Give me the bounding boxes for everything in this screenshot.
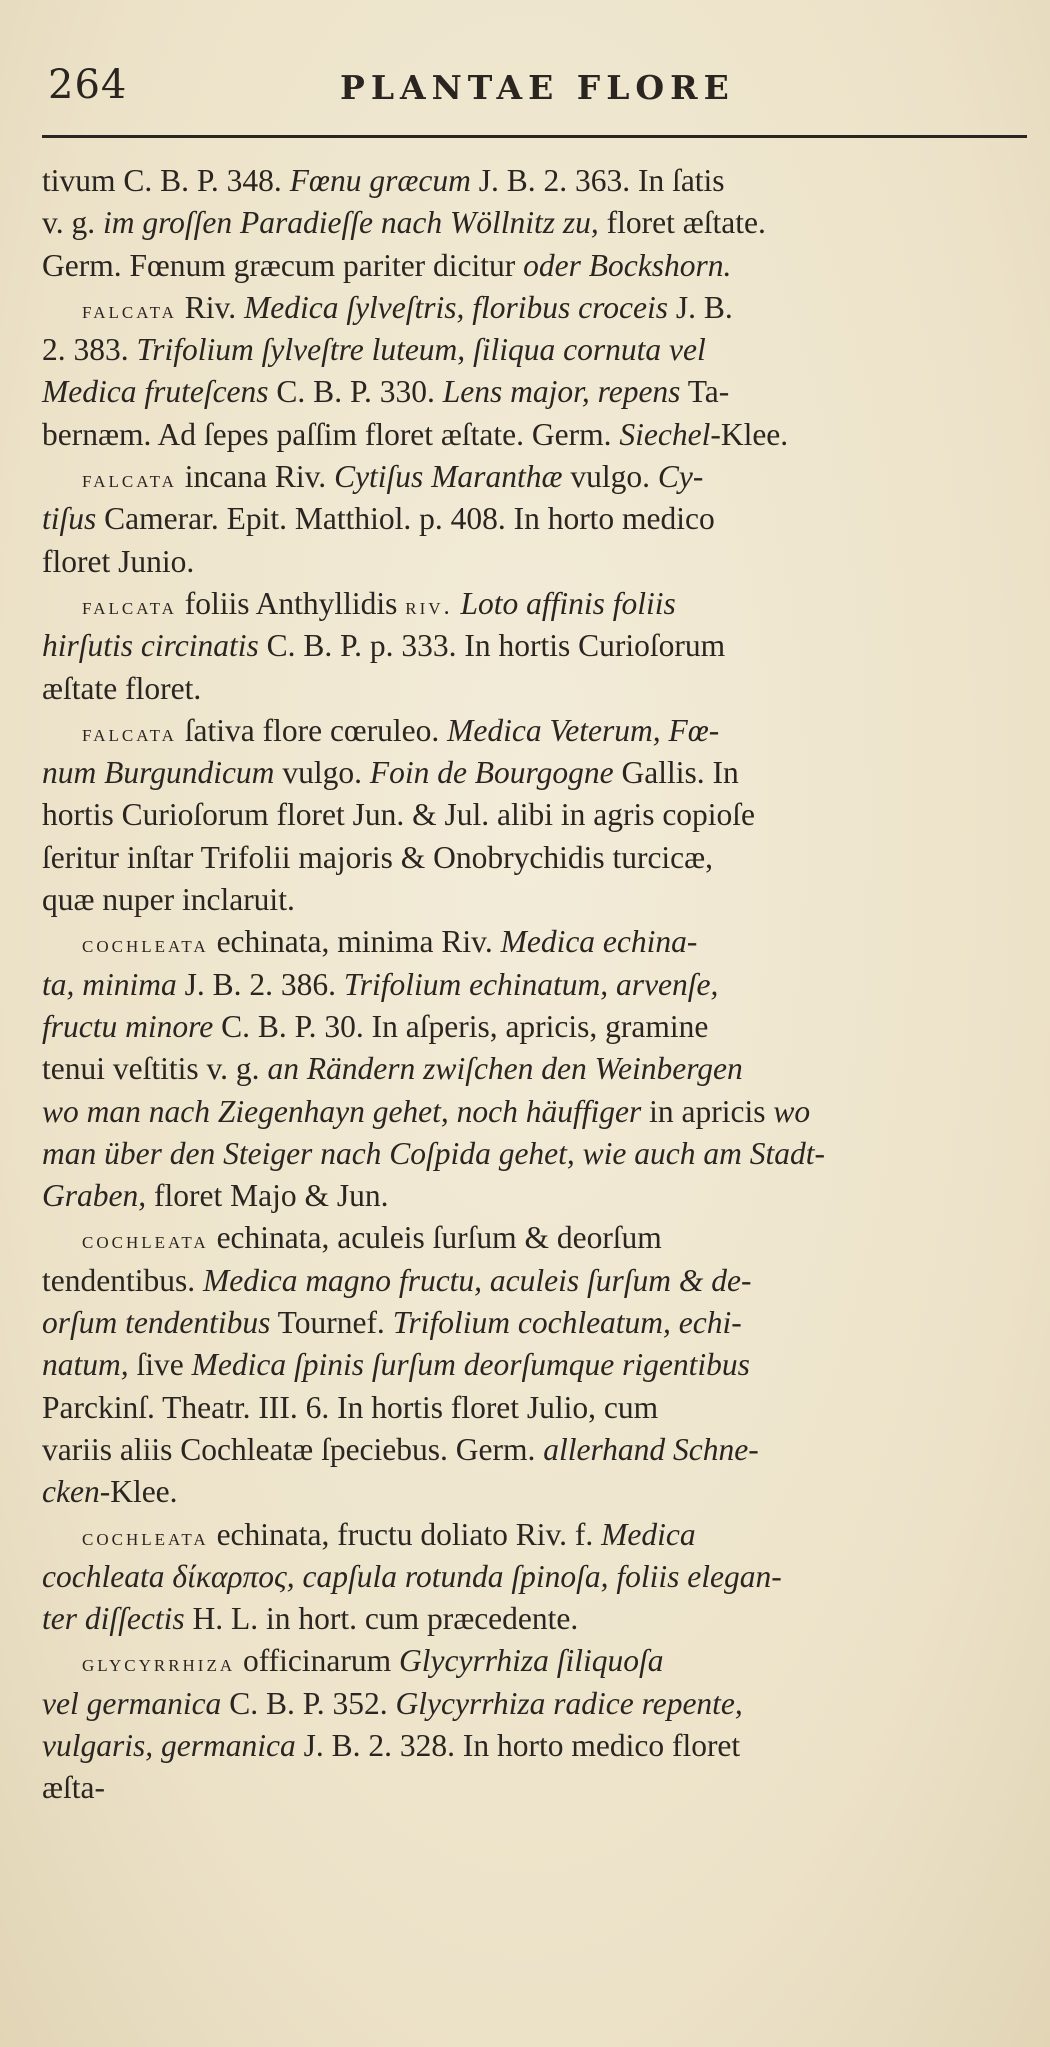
entry-paragraph (42, 1640, 1032, 1809)
text-line (42, 541, 1032, 583)
text-line (42, 287, 1032, 329)
text-span: officinarum (235, 1643, 400, 1679)
text-span: quæ nuper inclaruit. (42, 882, 295, 918)
italic-text: vulgaris, germanica (42, 1727, 296, 1763)
text-span: J. B. 2. 386. (176, 966, 344, 1002)
italic-text: Medica ſpinis ſurſum deorſumque rigentibus (191, 1347, 750, 1383)
text-span: æſta- (42, 1770, 105, 1806)
text-line (42, 1344, 1032, 1386)
italic-text: natum, (42, 1347, 129, 1383)
italic-text: cochleata δίκαρπος, capſula rotunda ſpinoſa, foliis elegan- (42, 1558, 782, 1594)
text-span: -Klee. (710, 416, 789, 452)
text-line (42, 1598, 1032, 1640)
italic-text: Fœnu græcum (289, 163, 471, 198)
italic-text: Medica ſylveſtris, floribus croceis (243, 289, 668, 325)
text-span: Parckinſ. Theatr. III. 6. In hortis floret Julio, cum (42, 1389, 659, 1425)
text-line (42, 329, 1032, 371)
text-span: Gallis. In (613, 755, 739, 791)
text-span: vulgo. (274, 755, 370, 791)
text-line (42, 1175, 1032, 1217)
italic-text: num Burgundicum (42, 755, 275, 791)
italic-text: wo man nach Ziegenhayn gehet, noch häuffiger (42, 1093, 642, 1129)
text-line (42, 668, 1032, 710)
text-line (42, 1133, 1032, 1175)
text-line (42, 1387, 1032, 1429)
italic-text: oder Bockshorn. (523, 247, 732, 283)
text-span: bernæm. Ad ſepes paſſim floret æſtate. Germ. (42, 416, 620, 452)
entry-paragraph (42, 1217, 1032, 1513)
text-span: vulgo. (562, 459, 658, 495)
text-line (42, 921, 1032, 963)
text-span: echinata, aculeis ſurſum & deorſum (208, 1220, 662, 1256)
page-number: 264 (48, 62, 128, 108)
italic-text: man über den Steiger nach Coſpida gehet, wie auch am Stadt- (42, 1135, 825, 1171)
text-line (42, 1514, 1032, 1556)
entry-paragraph (42, 1514, 1032, 1641)
text-span: tendentibus. (42, 1262, 203, 1298)
text-span: v. g. (42, 205, 103, 241)
text-span: C. B. P. 330. (268, 374, 443, 410)
genus-name: cochleata (82, 1228, 209, 1255)
text-span: J. B. (667, 289, 733, 325)
italic-text: Siechel (619, 416, 711, 452)
genus-name: falcata (82, 467, 177, 494)
text-line (42, 1471, 1032, 1513)
text-span: variis aliis Cochleatæ ſpeciebus. Germ. (42, 1431, 544, 1467)
text-span: floret Junio. (42, 543, 195, 579)
entry-paragraph (42, 583, 1032, 710)
genus-name: falcata (82, 593, 177, 620)
text-line (42, 1767, 1032, 1809)
italic-text: allerhand Schne- (543, 1431, 759, 1467)
italic-text: Trifolium echinatum, arvenſe, (343, 966, 719, 1002)
text-span: incana Riv. (176, 459, 335, 495)
text-span: C. B. P. 30. In aſperis, apricis, gramine (213, 1008, 709, 1044)
text-span: Tournef. (270, 1305, 393, 1341)
text-line (42, 879, 1032, 921)
italic-text: Medica magno fructu, aculeis ſurſum & de- (202, 1262, 752, 1298)
text-line (42, 456, 1032, 498)
text-line (42, 160, 1032, 202)
italic-text: orſum tendentibus (42, 1305, 271, 1341)
text-span: floret æſtate. (598, 205, 766, 241)
italic-text: cken (42, 1474, 100, 1510)
italic-text: Trifolium cochleatum, echi- (392, 1305, 742, 1341)
genus-name: cochleata (82, 932, 209, 959)
entry-paragraph (42, 287, 1032, 456)
genus-name: cochleata (82, 1524, 209, 1551)
text-line (42, 1302, 1032, 1344)
text-span: floret Majo & Jun. (146, 1178, 389, 1214)
text-span: Germ. Fœnum græcum pariter dicitur (42, 247, 524, 283)
text-span: tenui veſtitis v. g. (42, 1051, 268, 1087)
text-line (42, 794, 1032, 836)
genus-name: glycyrrhiza (82, 1651, 236, 1678)
italic-text: hirſutis circinatis (42, 628, 259, 664)
text-line (42, 583, 1032, 625)
text-line (42, 1556, 1032, 1598)
text-span: ſativa flore cœruleo. (176, 712, 448, 748)
italic-text: Medica (601, 1516, 696, 1552)
text-line (42, 245, 1032, 287)
text-line (42, 414, 1032, 456)
text-span: -Klee. (99, 1474, 178, 1510)
text-line (42, 371, 1032, 413)
text-span: C. B. P. p. 333. In hortis Curioſorum (258, 628, 726, 664)
entry-paragraph (42, 710, 1032, 921)
text-span: æſtate floret. (42, 670, 202, 706)
genus-name: riv. (405, 593, 453, 620)
italic-text: ta, minima (42, 966, 177, 1002)
text-line (42, 1640, 1032, 1682)
running-head: PLANTAE FLORE (340, 68, 735, 107)
italic-text: im groſſen Paradieſſe nach Wöllnitz zu, (102, 205, 599, 241)
text-line (42, 1429, 1032, 1471)
entry-paragraph (42, 160, 1032, 287)
italic-text: Glycyrrhiza radice repente, (395, 1685, 743, 1721)
text-span: Camerar. Epit. Matthiol. p. 408. In horto medico (96, 501, 715, 537)
italic-text: Loto affinis foliis (460, 585, 676, 621)
text-span: ſeritur inſtar Trifolii majoris & Onobrychidis turcicæ, (42, 839, 714, 875)
italic-text: Foin de Bourgogne (369, 755, 614, 791)
italic-text: Cytiſus Maranthæ (334, 459, 563, 495)
text-span: J. B. 2. 328. In horto medico floret (295, 1727, 741, 1763)
text-span: H. L. in hort. cum præcedente. (184, 1601, 579, 1637)
text-line (42, 1217, 1032, 1259)
text-span: foliis Anthyllidis (176, 585, 406, 621)
text-line (42, 1683, 1032, 1725)
italic-text: Medica Veterum, Fœ- (447, 712, 720, 748)
text-span: echinata, fructu doliato Riv. f. (208, 1516, 602, 1552)
text-line (42, 837, 1032, 879)
italic-text: wo (773, 1093, 811, 1129)
page-header (40, 62, 1030, 122)
text-span: tivum C. B. P. 348. (42, 163, 290, 198)
genus-name: falcata (82, 720, 177, 747)
text-line (42, 710, 1032, 752)
italic-text: fructu minore (42, 1008, 214, 1044)
text-line (42, 498, 1032, 540)
text-line (42, 202, 1032, 244)
text-line (42, 1091, 1032, 1133)
text-line (42, 1006, 1032, 1048)
text-line (42, 752, 1032, 794)
text-span: echinata, minima Riv. (208, 924, 501, 960)
italic-text: vel germanica (42, 1685, 222, 1721)
italic-text: Medica fruteſcens (42, 374, 269, 410)
text-line (42, 1260, 1032, 1302)
header-rule (42, 135, 1027, 138)
italic-text: Graben, (42, 1178, 147, 1214)
italic-text: Trifolium ſylveſtre luteum, ſiliqua cornuta vel (136, 332, 706, 368)
italic-text: tiſus (42, 501, 97, 537)
text-span: 2. 383. (42, 332, 137, 368)
genus-name: falcata (82, 297, 177, 324)
italic-text: an Rändern zwiſchen den Weinbergen (267, 1051, 743, 1087)
italic-text: Glycyrrhiza ſiliquoſa (399, 1643, 664, 1679)
text-span: J. B. 2. 363. In ſatis (470, 163, 725, 198)
text-span: hortis Curioſorum floret Jun. & Jul. alibi in agris copioſe (42, 797, 756, 833)
text-span: Ta- (680, 374, 730, 410)
entry-paragraph (42, 921, 1032, 1217)
entry-paragraph (42, 456, 1032, 583)
text-span: ſive (128, 1347, 192, 1383)
italic-text: Lens major, repens (442, 374, 681, 410)
text-span: in apricis (641, 1093, 774, 1129)
text-span: C. B. P. 352. (221, 1685, 396, 1721)
text-line (42, 1725, 1032, 1767)
italic-text: Medica echina- (500, 924, 698, 960)
text-line (42, 625, 1032, 667)
italic-text: ter diſſectis (42, 1601, 185, 1637)
page-body (42, 160, 1032, 1810)
text-line (42, 1048, 1032, 1090)
text-line (42, 964, 1032, 1006)
italic-text: Cy- (657, 459, 704, 495)
text-span: Riv. (176, 289, 244, 325)
